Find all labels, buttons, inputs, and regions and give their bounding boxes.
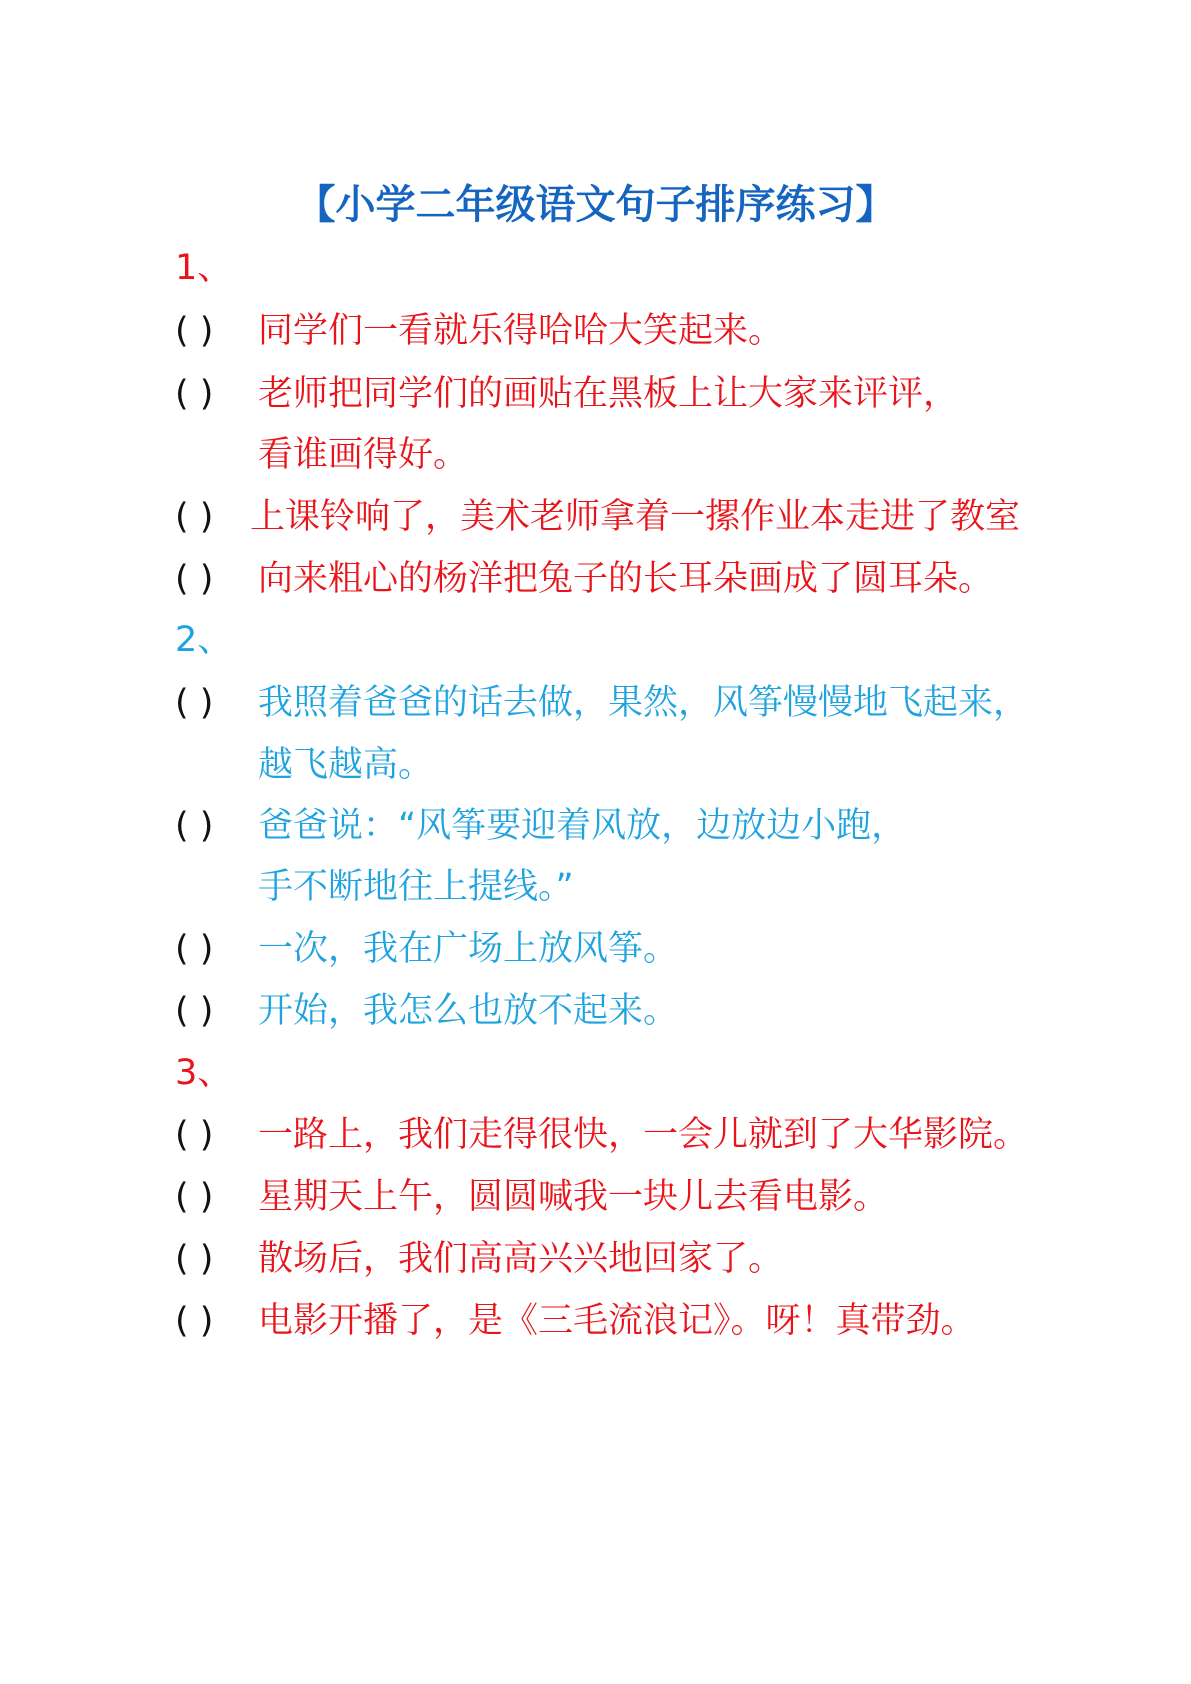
answer-blank[interactable]: ( ) (175, 497, 214, 537)
page-title: 【小学二年级语文句子排序练习】 (295, 182, 896, 228)
answer-blank[interactable]: ( ) (175, 559, 214, 599)
group-2-item-2 (175, 803, 906, 849)
sentence-text: 星期天上午，圆圆喊我一块儿去看电影。 (258, 1177, 889, 1217)
sentence-text: 一路上，我们走得很快，一会儿就到了大华影院。 (258, 1115, 1029, 1155)
sentence-text: 电影开播了，是《三毛流浪记》。呀！真带劲。 (258, 1301, 976, 1341)
group-2-number: 2、 (175, 620, 233, 660)
sentence-text: 同学们一看就乐得哈哈大笑起来。 (258, 311, 784, 351)
sentence-text: 向来粗心的杨洋把兔子的长耳朵画成了圆耳朵。 (258, 559, 994, 599)
group-3-item-4 (175, 1298, 976, 1344)
group-1-item-2-continuation: 看谁画得好。 (258, 435, 469, 475)
group-1-item-1 (175, 308, 783, 354)
group-3-item-2 (175, 1174, 888, 1220)
group-2-item-1 (175, 680, 1028, 726)
group-2-item-2-continuation: 手不断地往上提线。” (258, 867, 574, 907)
sentence-text: 我照着爸爸的话去做，果然，风筝慢慢地飞起来， (258, 683, 1029, 723)
sentence-text: 散场后，我们高高兴兴地回家了。 (258, 1239, 784, 1279)
sentence-text: 老师把同学们的画贴在黑板上让大家来评评， (258, 374, 959, 414)
group-1-item-3 (175, 494, 1020, 540)
sentence-text: 上课铃响了，美术老师拿着一摞作业本走进了教室 (250, 497, 1021, 537)
answer-blank[interactable]: ( ) (175, 1301, 214, 1341)
answer-blank[interactable]: ( ) (175, 683, 214, 723)
group-1-item-4 (175, 556, 993, 602)
group-3-item-1 (175, 1112, 1028, 1158)
answer-blank[interactable]: ( ) (175, 929, 214, 969)
answer-blank[interactable]: ( ) (175, 374, 214, 414)
sentence-text: 爸爸说：“风筝要迎着风放，边放边小跑， (258, 806, 907, 846)
answer-blank[interactable]: ( ) (175, 1115, 214, 1155)
group-2-item-1-continuation: 越飞越高。 (258, 745, 434, 785)
answer-blank[interactable]: ( ) (175, 991, 214, 1031)
group-2-item-4 (175, 988, 678, 1034)
answer-blank[interactable]: ( ) (175, 806, 214, 846)
group-3-item-3 (175, 1236, 783, 1282)
group-1-item-2 (175, 371, 958, 417)
group-2-item-3 (175, 926, 678, 972)
sentence-text: 一次，我在广场上放风筝。 (258, 929, 679, 969)
answer-blank[interactable]: ( ) (175, 311, 214, 351)
group-3-number: 3、 (175, 1053, 233, 1093)
group-1-number: 1、 (175, 248, 233, 288)
answer-blank[interactable]: ( ) (175, 1177, 214, 1217)
answer-blank[interactable]: ( ) (175, 1239, 214, 1279)
sentence-text: 开始，我怎么也放不起来。 (258, 991, 679, 1031)
